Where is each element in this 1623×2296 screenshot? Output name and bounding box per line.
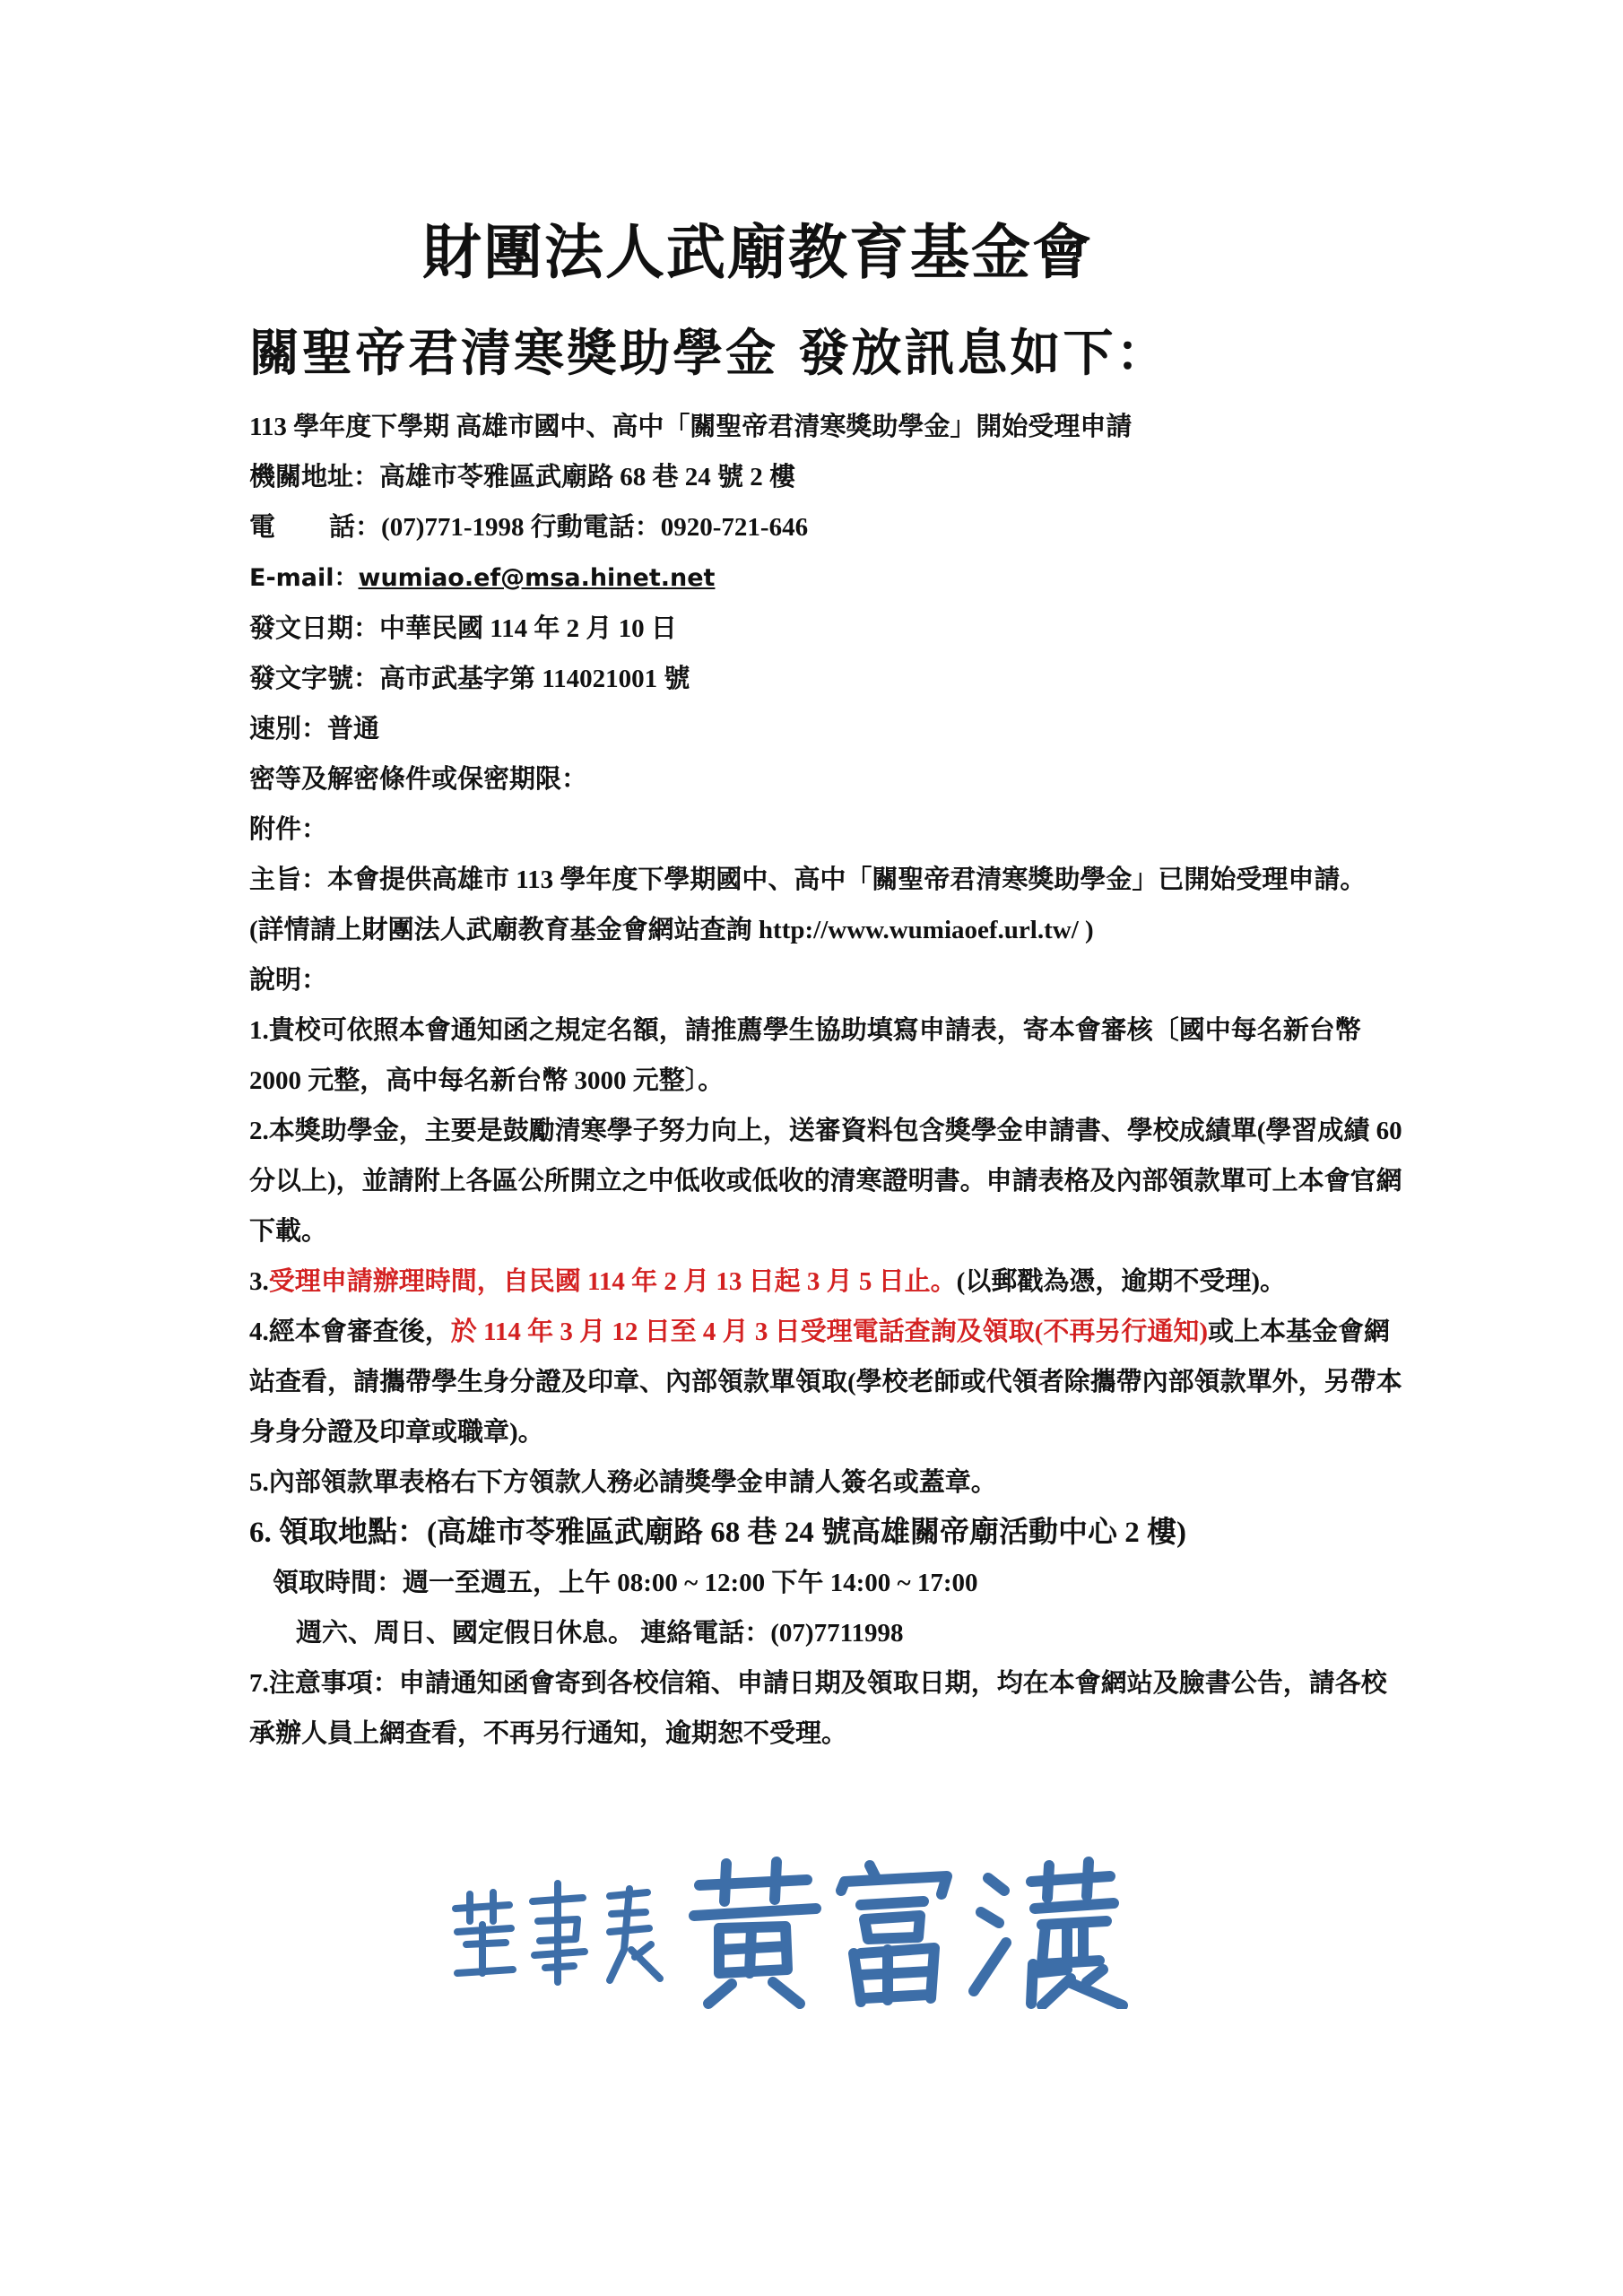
explanation-label: 說明：	[249, 966, 328, 995]
item-4	[249, 1307, 1406, 1457]
phone-value: (07)771-1998 行動電話：0920-721-646	[381, 513, 809, 542]
item-2: 2.本獎助學金，主要是鼓勵清寒學子努力向上，送審資料包含獎學金申請書、學校成績單(學習成績 60 分以上)，並請附上各區公所開立之中低收或低收的清寒證明書。申請表格及內部領款單可上本會官網下載。	[249, 1117, 1402, 1246]
phone-label-1: 電	[249, 513, 276, 542]
date-line: 發文日期：中華民國 114 年 2 月 10 日	[249, 614, 677, 643]
email-label: E-mail：	[249, 564, 359, 592]
item-6: 6. 領取地點：(高雄市苓雅區武廟路 68 巷 24 號高雄關帝廟活動中心 2 樓)	[249, 1517, 1186, 1549]
email-line	[249, 552, 1406, 604]
secrecy-line: 密等及解密條件或保密期限：	[249, 765, 588, 794]
item-3-deadline: 受理申請辦理時間，自民國 114 年 2 月 13 日起 3 月 5 日止。	[268, 1267, 957, 1296]
address-line: 機關地址：高雄市苓雅區武廟路 68 巷 24 號 2 樓	[249, 463, 796, 491]
phone-line	[249, 502, 1406, 552]
item-1: 1.貴校可依照本會通知函之規定名額，請推薦學生協助填寫申請表，寄本會審核〔國中每名新台幣 2000 元整，高中每名新台幣 3000 元整〕。	[249, 1016, 1361, 1095]
signature-name-glyphs	[694, 1862, 1123, 2005]
org-title: 財團法人武廟教育基金會	[422, 218, 1093, 287]
details-line: (詳情請上財團法人武廟教育基金會網站查詢 http://www.wumiaoef.url.tw/ )	[249, 916, 1094, 944]
item-3-rest: (以郵戳為憑，逾期不受理)。	[956, 1267, 1286, 1296]
item-6-hours: 領取時間：週一至週五，上午 08:00 ~ 12:00 下午 14:00 ~ 17:00	[273, 1569, 978, 1597]
item-3	[249, 1257, 1406, 1307]
item-6-closed: 週六、周日、國定假日休息。 連絡電話：(07)7711998	[296, 1619, 904, 1648]
item-4-pickup-window: 於 114 年 3 月 12 日至 4 月 3 日受理電話查詢及領取(不再另行通知)	[450, 1318, 1208, 1346]
chairman-signature	[439, 1839, 1157, 2009]
email-link[interactable]: wumiao.ef@msa.hinet.net	[358, 564, 716, 592]
intro-line: 113 學年度下學期 高雄市國中、高中「關聖帝君清寒獎助學金」開始受理申請	[249, 413, 1133, 441]
attachment-line: 附件：	[249, 815, 328, 844]
signature-title-glyphs	[456, 1883, 660, 1982]
item-3-number: 3.	[249, 1267, 269, 1296]
phone-label-2: 話：	[329, 513, 382, 542]
item-7: 7.注意事項：申請通知函會寄到各校信箱、申請日期及領取日期，均在本會網站及臉書公告，請各校承辦人員上網查看，不再另行通知，逾期恕不受理。	[249, 1669, 1387, 1748]
speed-line: 速別：普通	[249, 715, 380, 744]
doc-number-line: 發文字號：高市武基字第 114021001 號	[249, 665, 690, 693]
item-5: 5.內部領款單表格右下方領款人務必請獎學金申請人簽名或蓋章。	[249, 1468, 997, 1497]
notice-subtitle: 關聖帝君清寒獎助學金 發放訊息如下：	[249, 325, 1169, 383]
document-body	[249, 402, 1406, 1759]
item-4-rest: 或上本基金會網站查看，請攜帶學生身分證及印章、內部領款單領取(學校老師或代領者除攜帶內部領款單外，另帶本身身分證及印章或職章)。	[249, 1318, 1402, 1447]
item-4-start: 4.經本會審查後，	[249, 1318, 451, 1346]
subject-paragraph: 主旨：本會提供高雄市 113 學年度下學期國中、高中「關聖帝君清寒獎助學金」已開始受理申請。	[249, 865, 1367, 894]
